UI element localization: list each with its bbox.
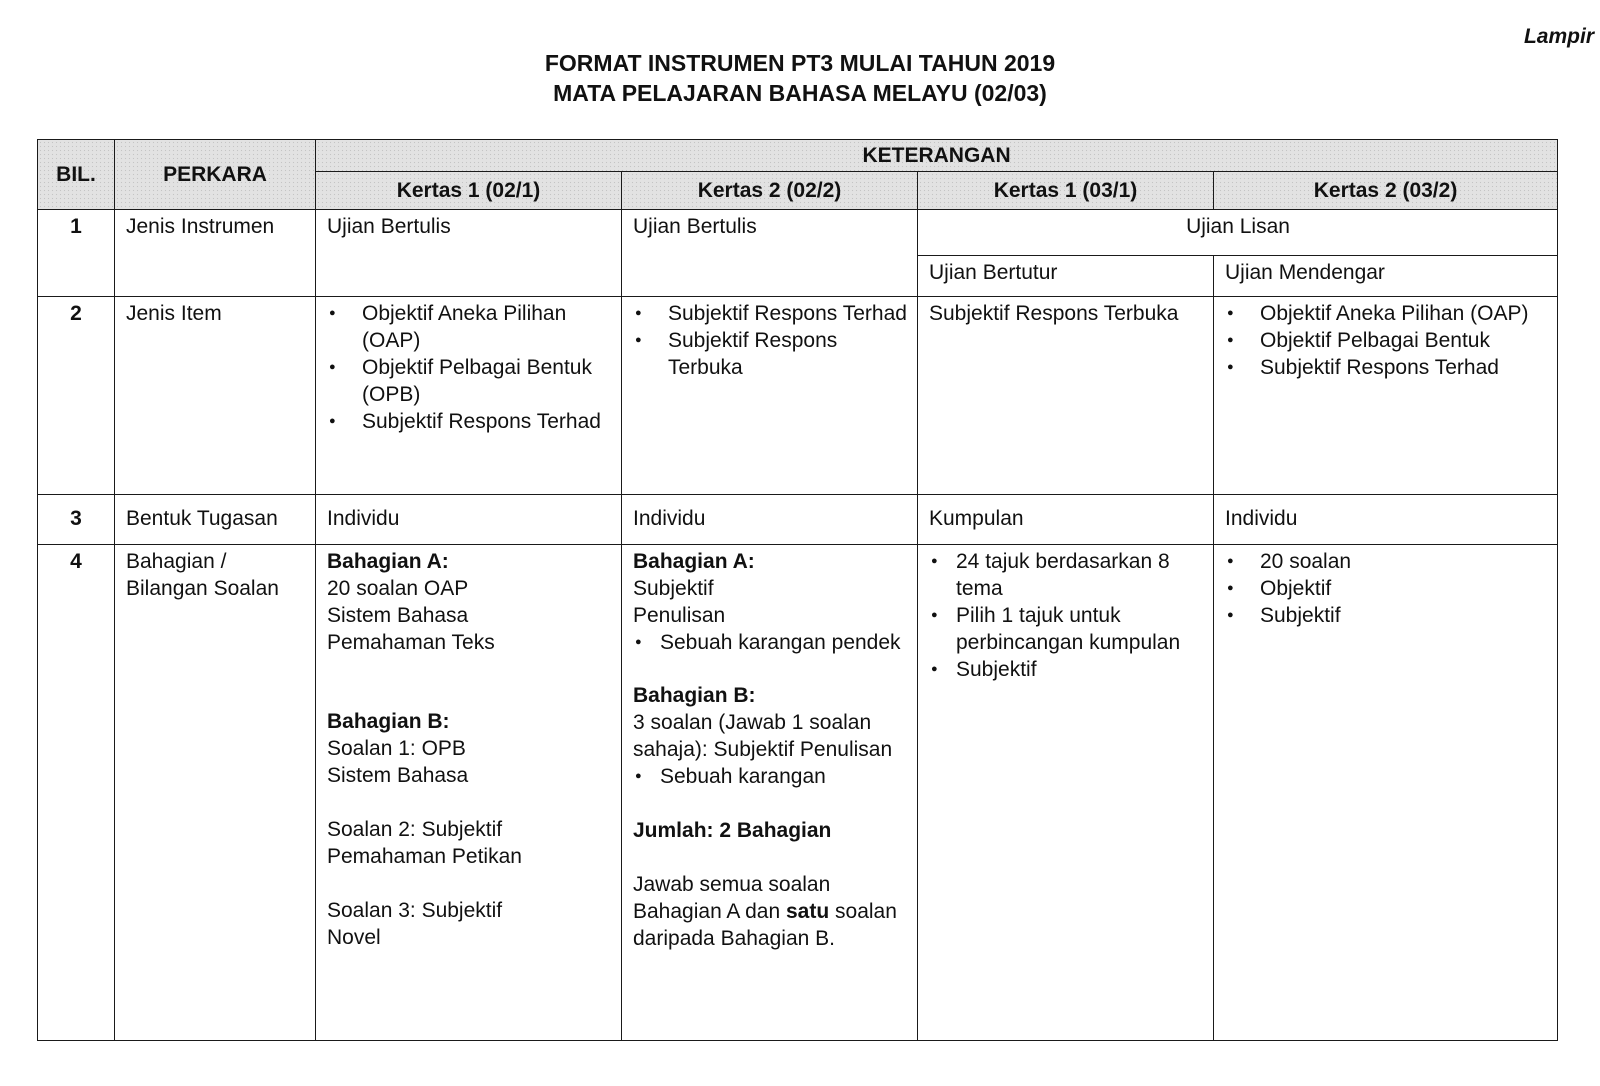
title-line-1: FORMAT INSTRUMEN PT3 MULAI TAHUN 2019 xyxy=(544,50,1056,76)
text-line: Pemahaman Petikan xyxy=(327,845,522,868)
cell-k1-031: Subjektif Respons Terbuka xyxy=(918,297,1214,495)
header-bil: BIL. xyxy=(38,140,115,210)
list-item: ● Sebuah karangan xyxy=(660,763,907,790)
note-text: soalan daripada Bahagian B. xyxy=(633,900,897,950)
row-perkara xyxy=(115,545,316,1041)
list-item: ● Subjektif xyxy=(956,656,1203,683)
list-item: ● Objektif Aneka Pilihan (OAP) xyxy=(1260,300,1547,327)
cell-k1-021: Ujian Bertulis xyxy=(316,210,622,297)
cell-ujian-lisan: Ujian Lisan xyxy=(918,210,1558,256)
list-item: ● Subjektif xyxy=(1260,602,1547,629)
list-item: ● Objektif Pelbagai Bentuk (OPB) xyxy=(362,354,611,408)
jumlah-text: Jumlah: 2 Bahagian xyxy=(633,819,832,842)
cell-k1-021: Individu xyxy=(316,495,622,545)
text-line: Sistem Bahasa xyxy=(327,604,469,627)
text-line: Novel xyxy=(327,926,381,949)
cell-k2-032 xyxy=(1214,297,1558,495)
bahagian-b-heading: Bahagian B: xyxy=(633,684,756,707)
title-line-2: MATA PELAJARAN BAHASA MELAYU (02/03) xyxy=(553,80,1047,106)
header-kertas-1-021: Kertas 1 (02/1) xyxy=(316,172,622,210)
bahagian-b-heading: Bahagian B: xyxy=(327,710,450,733)
cell-k2-022: Ujian Bertulis xyxy=(622,210,918,297)
format-table xyxy=(37,139,1558,1041)
text-line: Pemahaman Teks xyxy=(327,631,495,654)
row-number: 2 xyxy=(38,297,115,495)
document-title xyxy=(0,48,1600,108)
row-perkara: Jenis Instrumen xyxy=(115,210,316,297)
bahagian-a-heading: Bahagian A: xyxy=(633,550,755,573)
note-bold-text: satu xyxy=(786,900,830,923)
cell-k2-032: Individu xyxy=(1214,495,1558,545)
list-item: ● Subjektif Respons Terbuka xyxy=(668,327,907,381)
text-line: 3 soalan (Jawab 1 soalan sahaja): Subjektif Penulisan xyxy=(633,711,893,761)
bahagian-a-heading: Bahagian A: xyxy=(327,550,449,573)
row-number: 4 xyxy=(38,545,115,1041)
cell-k1-031: Kumpulan xyxy=(918,495,1214,545)
header-keterangan: KETERANGAN xyxy=(316,140,1558,172)
cell-k2-022 xyxy=(622,545,918,1041)
header-kertas-1-031: Kertas 1 (03/1) xyxy=(918,172,1214,210)
list-item: ● Pilih 1 tajuk untuk perbincangan kumpulan xyxy=(956,602,1203,656)
header-kertas-2-022: Kertas 2 (02/2) xyxy=(622,172,918,210)
list-item: ● Subjektif Respons Terhad xyxy=(668,300,907,327)
list-item: ● 24 tajuk berdasarkan 8 tema xyxy=(956,548,1203,602)
row-number: 3 xyxy=(38,495,115,545)
cell-k1-031: Ujian Bertutur xyxy=(918,256,1214,297)
list-item: ● 20 soalan xyxy=(1260,548,1547,575)
note-text: Jawab semua soalan Bahagian A dan xyxy=(633,873,831,923)
header-perkara: PERKARA xyxy=(115,140,316,210)
header-kertas-2-032: Kertas 2 (03/2) xyxy=(1214,172,1558,210)
cell-k1-021 xyxy=(316,545,622,1041)
list-item: ● Objektif Pelbagai Bentuk xyxy=(1260,327,1547,354)
cell-k2-032 xyxy=(1214,545,1558,1041)
list-item: ● Sebuah karangan pendek xyxy=(660,629,907,656)
cell-k2-032: Ujian Mendengar xyxy=(1214,256,1558,297)
table-row xyxy=(38,210,1558,256)
header-row-top xyxy=(38,140,1558,172)
text-line: Penulisan xyxy=(633,604,726,627)
cell-k1-031 xyxy=(918,545,1214,1041)
lampiran-label: Lampir xyxy=(1523,25,1594,48)
perkara-line: Bahagian / xyxy=(126,550,227,573)
list-item: ● Objektif xyxy=(1260,575,1547,602)
text-line: 20 soalan OAP xyxy=(327,577,469,600)
perkara-line: Bilangan Soalan xyxy=(126,577,279,600)
table-row xyxy=(38,495,1558,545)
text-line: Sistem Bahasa xyxy=(327,764,469,787)
list-item: ● Objektif Aneka Pilihan (OAP) xyxy=(362,300,611,354)
instruction-note xyxy=(633,871,907,952)
cell-k1-021 xyxy=(316,297,622,495)
text-line: Soalan 1: OPB xyxy=(327,737,466,760)
table-row xyxy=(38,297,1558,495)
text-line: Soalan 2: Subjektif xyxy=(327,818,503,841)
cell-k2-022: Individu xyxy=(622,495,918,545)
row-number: 1 xyxy=(38,210,115,297)
text-line: Subjektif xyxy=(633,577,714,600)
text-line: Soalan 3: Subjektif xyxy=(327,899,503,922)
cell-k2-022 xyxy=(622,297,918,495)
table-row xyxy=(38,545,1558,1041)
list-item: ● Subjektif Respons Terhad xyxy=(362,408,611,435)
list-item: ● Subjektif Respons Terhad xyxy=(1260,354,1547,381)
row-perkara: Bentuk Tugasan xyxy=(115,495,316,545)
row-perkara: Jenis Item xyxy=(115,297,316,495)
